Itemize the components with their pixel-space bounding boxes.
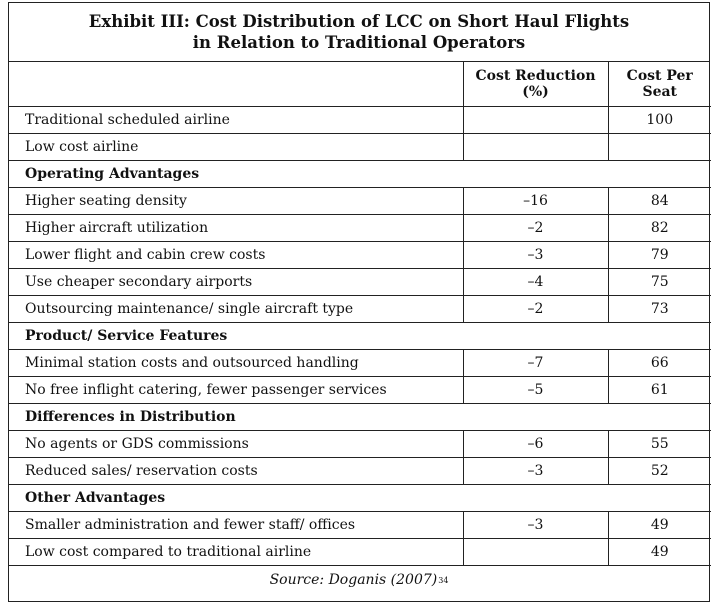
section-row — [9, 403, 711, 430]
table-row — [9, 538, 711, 565]
section-row — [9, 322, 711, 349]
section-row — [9, 484, 711, 511]
row-cost-per-seat: 66 — [608, 349, 711, 376]
exhibit-title — [9, 3, 709, 62]
section-label: Operating Advantages — [9, 160, 711, 187]
row-cost-per-seat: 61 — [608, 376, 711, 403]
cost-table — [9, 62, 711, 566]
row-cost-per-seat: 73 — [608, 295, 711, 322]
row-label: Reduced sales/ reservation costs — [9, 457, 463, 484]
row-label: Use cheaper secondary airports — [9, 268, 463, 295]
row-label: Smaller administration and fewer staff/ offices — [9, 511, 463, 538]
section-label: Differences in Distribution — [9, 403, 711, 430]
row-label: Lower flight and cabin crew costs — [9, 241, 463, 268]
exhibit-title-line1: Exhibit III: Cost Distribution of LCC on Short Haul Flights — [88, 12, 630, 31]
row-label: Low cost compared to traditional airline — [9, 538, 463, 565]
table-row — [9, 268, 711, 295]
header-row — [9, 62, 711, 106]
row-label: Traditional scheduled airline — [9, 106, 463, 133]
row-cost-reduction: –3 — [463, 457, 608, 484]
row-cost-per-seat: 84 — [608, 187, 711, 214]
table-row — [9, 349, 711, 376]
row-cost-reduction: –7 — [463, 349, 608, 376]
row-label: Minimal station costs and outsourced handling — [9, 349, 463, 376]
row-label: Outsourcing maintenance/ single aircraft type — [9, 295, 463, 322]
table-row — [9, 430, 711, 457]
row-cost-reduction: –6 — [463, 430, 608, 457]
row-cost-reduction: –2 — [463, 214, 608, 241]
header-cost-reduction-line1: Cost Reduction — [475, 67, 596, 84]
row-cost-reduction: –5 — [463, 376, 608, 403]
row-cost-reduction: –3 — [463, 511, 608, 538]
table-row — [9, 457, 711, 484]
table-row — [9, 295, 711, 322]
row-cost-per-seat: 52 — [608, 457, 711, 484]
row-cost-reduction: –2 — [463, 295, 608, 322]
source-note — [9, 566, 709, 595]
row-cost-per-seat: 49 — [608, 538, 711, 565]
section-label: Other Advantages — [9, 484, 711, 511]
source-footnote: 34 — [438, 575, 449, 585]
row-cost-per-seat: 82 — [608, 214, 711, 241]
exhibit-frame — [8, 2, 710, 602]
row-cost-reduction — [463, 133, 608, 160]
row-label: Higher seating density — [9, 187, 463, 214]
row-label: No free inflight catering, fewer passenger services — [9, 376, 463, 403]
header-cost-per-seat — [608, 62, 711, 106]
row-cost-reduction: –4 — [463, 268, 608, 295]
row-cost-per-seat: 55 — [608, 430, 711, 457]
row-label: Higher aircraft utilization — [9, 214, 463, 241]
section-row — [9, 160, 711, 187]
row-cost-reduction — [463, 106, 608, 133]
source-text: Source: Doganis (2007) — [269, 572, 438, 588]
row-cost-per-seat: 79 — [608, 241, 711, 268]
row-cost-per-seat — [608, 133, 711, 160]
table-row — [9, 241, 711, 268]
row-cost-per-seat: 100 — [608, 106, 711, 133]
section-label: Product/ Service Features — [9, 322, 711, 349]
table-row — [9, 133, 711, 160]
row-label: No agents or GDS commissions — [9, 430, 463, 457]
header-label — [9, 62, 463, 106]
header-cost-reduction-line2: (%) — [522, 83, 549, 100]
row-cost-per-seat: 75 — [608, 268, 711, 295]
table-row — [9, 106, 711, 133]
header-cost-per-seat-line1: Cost Per — [626, 67, 693, 84]
row-cost-reduction: –3 — [463, 241, 608, 268]
row-cost-reduction: –16 — [463, 187, 608, 214]
exhibit-title-line2: in Relation to Traditional Operators — [192, 33, 526, 52]
row-cost-reduction — [463, 538, 608, 565]
table-row — [9, 187, 711, 214]
row-label: Low cost airline — [9, 133, 463, 160]
header-cost-per-seat-line2: Seat — [642, 83, 678, 100]
header-cost-reduction — [463, 62, 608, 106]
table-row — [9, 511, 711, 538]
table-row — [9, 376, 711, 403]
row-cost-per-seat: 49 — [608, 511, 711, 538]
table-body — [9, 106, 711, 565]
table-row — [9, 214, 711, 241]
